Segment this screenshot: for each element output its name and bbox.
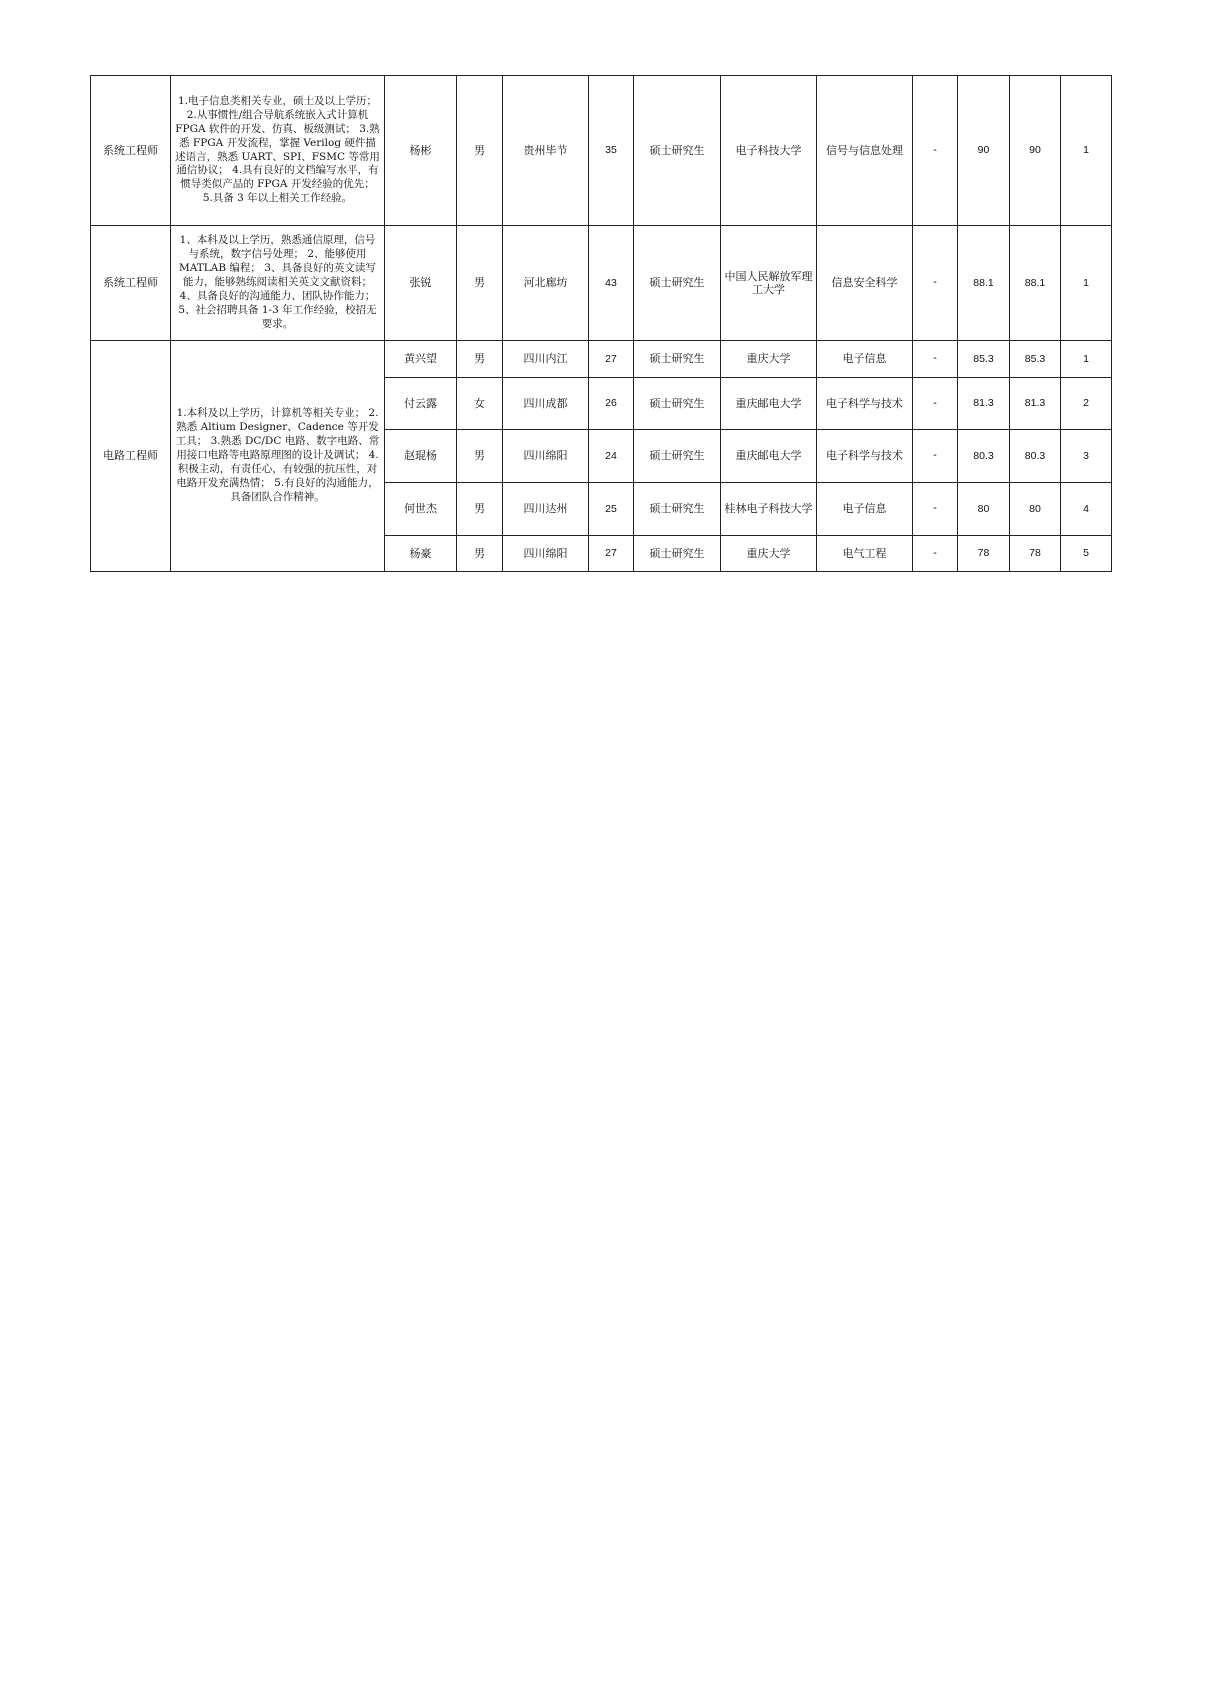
age-cell: 25 xyxy=(589,483,634,536)
major-cell: 电子科学与技术 xyxy=(817,430,913,483)
major-cell: 电气工程 xyxy=(817,536,913,572)
gender-cell: 男 xyxy=(457,430,503,483)
written-score-cell: - xyxy=(913,483,958,536)
gender-cell: 男 xyxy=(457,536,503,572)
age-cell: 26 xyxy=(589,378,634,430)
school-cell: 桂林电子科技大学 xyxy=(721,483,817,536)
total-score-cell: 78 xyxy=(1010,536,1061,572)
age-cell: 27 xyxy=(589,341,634,378)
interview-score-cell: 85.3 xyxy=(958,341,1010,378)
interview-score-cell: 80 xyxy=(958,483,1010,536)
name-cell: 杨豪 xyxy=(385,536,457,572)
rank-cell: 2 xyxy=(1061,378,1112,430)
gender-cell: 男 xyxy=(457,226,503,341)
origin-cell: 四川绵阳 xyxy=(503,536,589,572)
major-cell: 电子信息 xyxy=(817,483,913,536)
rank-cell: 1 xyxy=(1061,76,1112,226)
name-cell: 黄兴望 xyxy=(385,341,457,378)
total-score-cell: 80 xyxy=(1010,483,1061,536)
age-cell: 35 xyxy=(589,76,634,226)
age-cell: 43 xyxy=(589,226,634,341)
total-score-cell: 80.3 xyxy=(1010,430,1061,483)
written-score-cell: - xyxy=(913,430,958,483)
interview-score-cell: 90 xyxy=(958,76,1010,226)
written-score-cell: - xyxy=(913,341,958,378)
school-cell: 重庆大学 xyxy=(721,341,817,378)
origin-cell: 贵州毕节 xyxy=(503,76,589,226)
rank-cell: 4 xyxy=(1061,483,1112,536)
name-cell: 张锐 xyxy=(385,226,457,341)
written-score-cell: - xyxy=(913,76,958,226)
education-cell: 硕士研究生 xyxy=(634,378,721,430)
gender-cell: 女 xyxy=(457,378,503,430)
requirements-cell: 1、本科及以上学历，熟悉通信原理，信号与系统，数字信号处理； 2、能够使用 MATLAB 编程； 3、具备良好的英文读写能力，能够熟练阅读相关英文文献资料； 4、具备良好的沟通能力、团队协作能力； 5、社会招聘具备 1-3 年工作经验，校招无要求。 xyxy=(171,226,385,341)
requirements-cell: 1.电子信息类相关专业，硕士及以上学历； 2.从事惯性/组合导航系统嵌入式计算机 FPGA 软件的开发、仿真、板级测试； 3.熟悉 FPGA 开发流程，掌握 Verilog 硬件描述语言，熟悉 UART、SPI、FSMC 等常用通信协议； 4.具有良好的文档编写水平，有惯导类似产品的 FPGA 开发经验的优先； 5.具备 3 年以上相关工作经验。 xyxy=(171,76,385,226)
education-cell: 硕士研究生 xyxy=(634,430,721,483)
name-cell: 杨彬 xyxy=(385,76,457,226)
total-score-cell: 90 xyxy=(1010,76,1061,226)
position-cell: 电路工程师 xyxy=(91,341,171,572)
written-score-cell: - xyxy=(913,536,958,572)
rank-cell: 1 xyxy=(1061,226,1112,341)
major-cell: 电子科学与技术 xyxy=(817,378,913,430)
gender-cell: 男 xyxy=(457,483,503,536)
interview-score-cell: 78 xyxy=(958,536,1010,572)
total-score-cell: 85.3 xyxy=(1010,341,1061,378)
written-score-cell: - xyxy=(913,226,958,341)
name-cell: 何世杰 xyxy=(385,483,457,536)
school-cell: 电子科技大学 xyxy=(721,76,817,226)
requirements-cell: 1.本科及以上学历，计算机等相关专业； 2.熟悉 Altium Designer、Cadence 等开发工具； 3.熟悉 DC/DC 电路、数字电路、常用接口电路等电路原理图的设计及调试； 4.积极主动，有责任心，有较强的抗压性，对电路开发充满热情； 5.有良好的沟通能力，具备团队合作精神。 xyxy=(171,341,385,572)
origin-cell: 四川绵阳 xyxy=(503,430,589,483)
rank-cell: 3 xyxy=(1061,430,1112,483)
age-cell: 24 xyxy=(589,430,634,483)
rank-cell: 5 xyxy=(1061,536,1112,572)
origin-cell: 四川内江 xyxy=(503,341,589,378)
interview-score-cell: 81.3 xyxy=(958,378,1010,430)
education-cell: 硕士研究生 xyxy=(634,341,721,378)
origin-cell: 四川成都 xyxy=(503,378,589,430)
education-cell: 硕士研究生 xyxy=(634,483,721,536)
name-cell: 付云露 xyxy=(385,378,457,430)
origin-cell: 四川达州 xyxy=(503,483,589,536)
name-cell: 赵琨杨 xyxy=(385,430,457,483)
table-row xyxy=(91,76,1112,226)
total-score-cell: 88.1 xyxy=(1010,226,1061,341)
education-cell: 硕士研究生 xyxy=(634,226,721,341)
table-row xyxy=(91,341,1112,378)
school-cell: 重庆大学 xyxy=(721,536,817,572)
major-cell: 电子信息 xyxy=(817,341,913,378)
education-cell: 硕士研究生 xyxy=(634,536,721,572)
origin-cell: 河北廊坊 xyxy=(503,226,589,341)
education-cell: 硕士研究生 xyxy=(634,76,721,226)
position-cell: 系统工程师 xyxy=(91,76,171,226)
candidate-table xyxy=(90,75,1112,572)
interview-score-cell: 80.3 xyxy=(958,430,1010,483)
rank-cell: 1 xyxy=(1061,341,1112,378)
total-score-cell: 81.3 xyxy=(1010,378,1061,430)
school-cell: 重庆邮电大学 xyxy=(721,378,817,430)
written-score-cell: - xyxy=(913,378,958,430)
position-cell: 系统工程师 xyxy=(91,226,171,341)
major-cell: 信号与信息处理 xyxy=(817,76,913,226)
interview-score-cell: 88.1 xyxy=(958,226,1010,341)
school-cell: 中国人民解放军理工大学 xyxy=(721,226,817,341)
school-cell: 重庆邮电大学 xyxy=(721,430,817,483)
gender-cell: 男 xyxy=(457,341,503,378)
age-cell: 27 xyxy=(589,536,634,572)
major-cell: 信息安全科学 xyxy=(817,226,913,341)
table-row xyxy=(91,226,1112,341)
gender-cell: 男 xyxy=(457,76,503,226)
